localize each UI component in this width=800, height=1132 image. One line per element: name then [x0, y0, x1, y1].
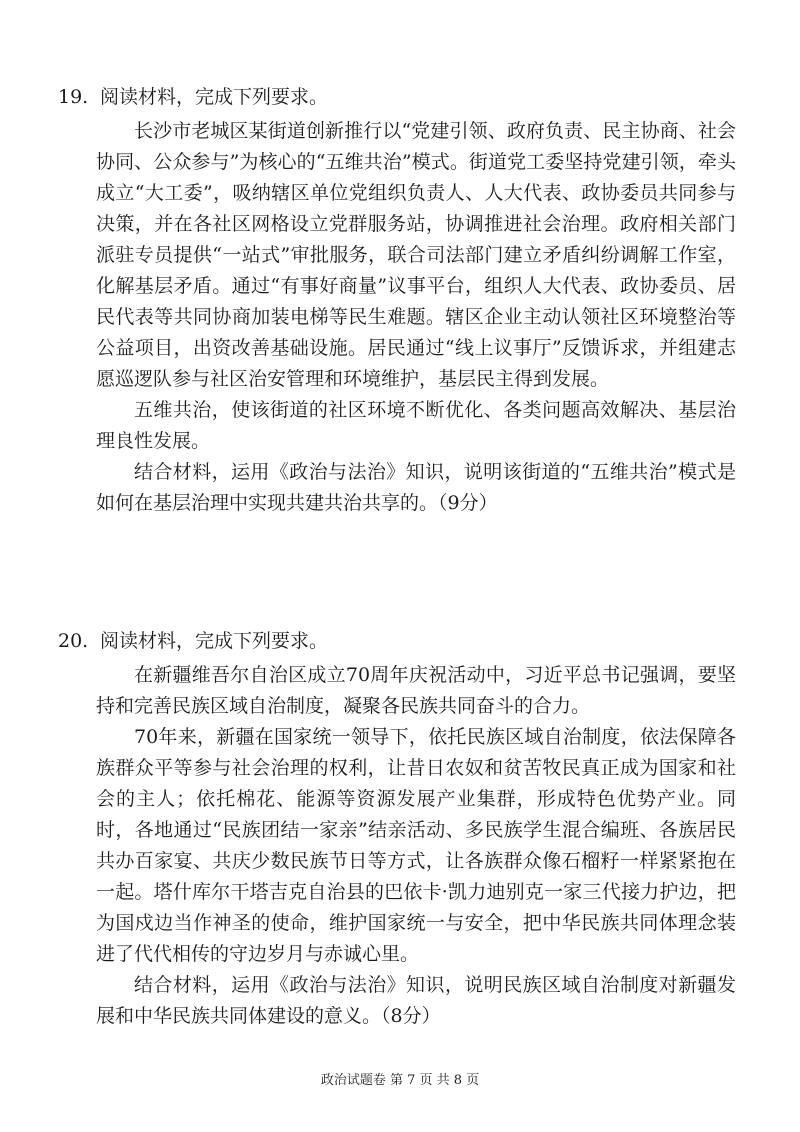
question-19-number: 19. [58, 86, 89, 108]
question-19-instruction: 阅读材料，完成下列要求。 [100, 86, 329, 108]
question-20-prompt: 结合材料，运用《政治与法治》知识，说明民族区域自治制度对新疆发展和中华民族共同体建设的意义。（8分） [96, 974, 736, 1027]
question-20-instruction: 阅读材料，完成下列要求。 [100, 630, 329, 652]
question-19-material [96, 116, 736, 519]
question-20-paragraph-2: 70年来，新疆在国家统一领导下，依托民族区域自治制度，依法保障各族群众平等参与社会治理的权利，让昔日农奴和贫苦牧民真正成为国家和社会的主人；依托棉花、能源等资源发展产业集群，形成特色优势产业。同时，各地通过“民族团结一家亲”结亲活动、多民族学生混合编班、各族居民共办百家宴、共庆少数民族节日等方式，让各族群众像石榴籽一样紧紧抱在一起。塔什库尔干塔吉克自治县的巴依卡·凯力迪别克一家三代接力护边，把为国戍边当作神圣的使命，维护国家统一与安全，把中华民族共同体理念装进了代代相传的守边岁月与赤诚心里。 [96, 726, 736, 965]
question-19-prompt: 结合材料，运用《政治与法治》知识，说明该街道的“五维共治”模式是如何在基层治理中实现共建共治共享的。（9分） [96, 461, 736, 514]
question-20-heading [58, 626, 738, 656]
question-20 [58, 626, 738, 1032]
question-20-paragraph-1: 在新疆维吾尔自治区成立70周年庆祝活动中，习近平总书记强调，要坚持和完善民族区域自治制度，凝聚各民族共同奋斗的合力。 [96, 664, 736, 717]
question-19 [58, 82, 738, 519]
question-20-number: 20. [58, 630, 89, 652]
question-19-paragraph-1: 长沙市老城区某街道创新推行以“党建引领、政府负责、民主协商、社会协同、公众参与”为核心的“五维共治”模式。街道党工委坚持党建引领，牵头成立“大工委”，吸纳辖区单位党组织负责人、人大代表、政协委员共同参与决策，并在各社区网格设立党群服务站，协调推进社会治理。政府相关部门派驻专员提供“一站式”审批服务，联合司法部门建立矛盾纠纷调解工作室，化解基层矛盾。通过“有事好商量”议事平台，组织人大代表、政协委员、居民代表等共同协商加装电梯等民生难题。辖区企业主动认领社区环境整治等公益项目，出资改善基础设施。居民通过“线上议事厅”反馈诉求，并组建志愿巡逻队参与社区治安管理和环境维护，基层民主得到发展。 [96, 120, 736, 390]
question-19-heading [58, 82, 738, 112]
page-footer: 政治试题卷 第 7 页 共 8 页 [320, 1073, 480, 1088]
question-19-paragraph-2: 五维共治，使该街道的社区环境不断优化、各类问题高效解决、基层治理良性发展。 [96, 399, 736, 452]
question-20-material [96, 660, 736, 1032]
